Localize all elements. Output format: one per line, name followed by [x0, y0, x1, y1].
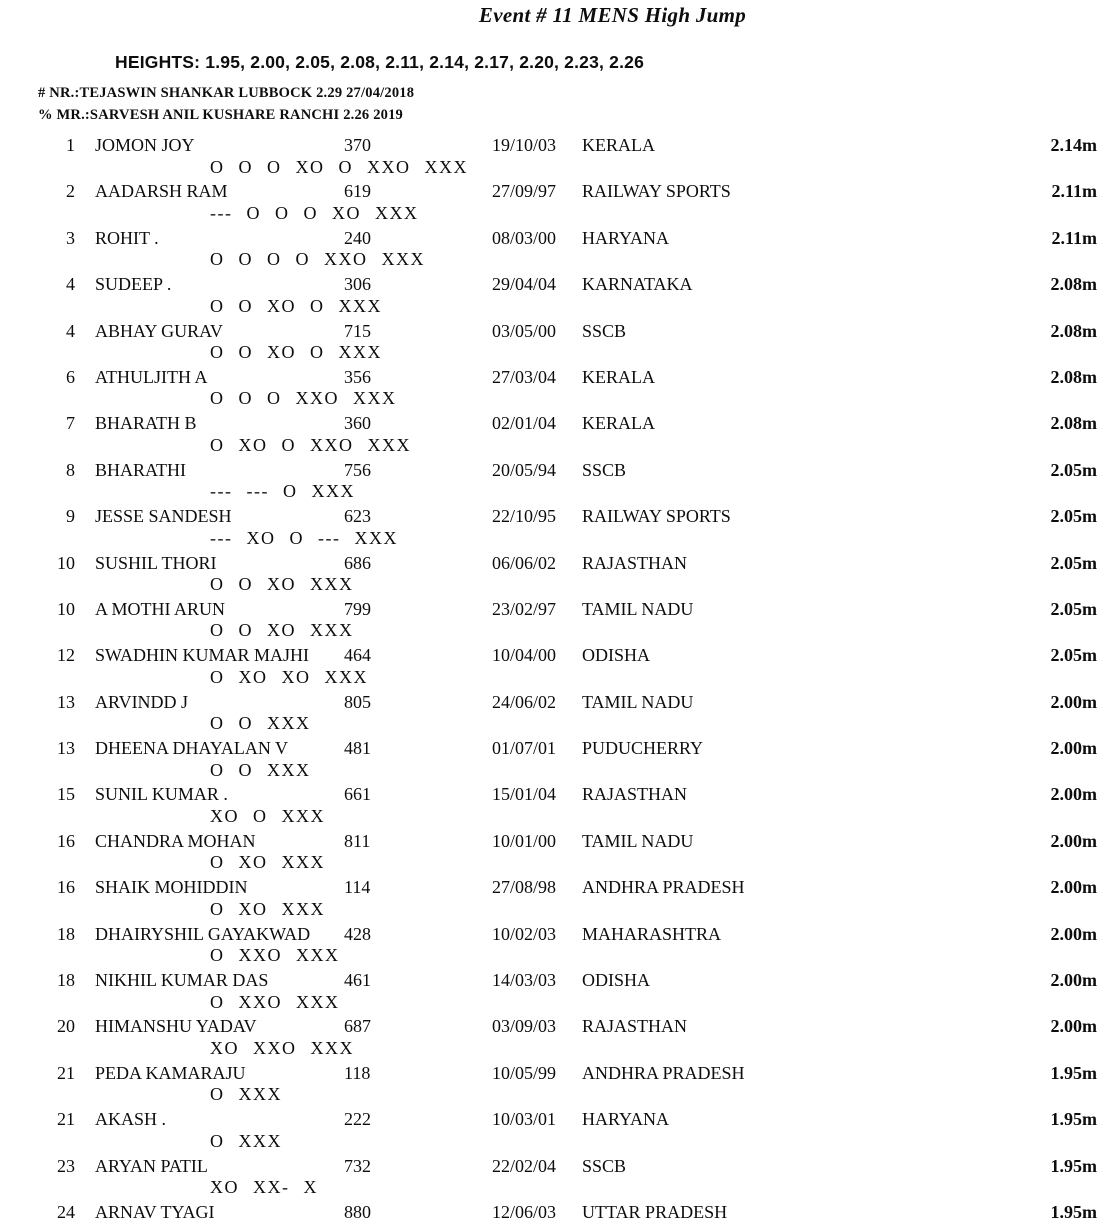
date-of-birth: 14/03/03: [492, 970, 557, 991]
attempt-series: O XO O XXO XXX: [210, 434, 411, 455]
rank: 10: [57, 552, 75, 573]
team-name: RAJASTHAN: [582, 784, 688, 805]
bib-number: 623: [344, 506, 371, 527]
heights-progression: HEIGHTS: 1.95, 2.00, 2.05, 2.08, 2.11, 2.14, 2.17, 2.20, 2.23, 2.26: [115, 52, 645, 72]
best-mark: 2.00m: [1050, 923, 1097, 944]
best-mark: 2.00m: [1050, 1016, 1097, 1037]
result-row: [0, 737, 1115, 783]
team-name: HARYANA: [582, 227, 670, 248]
athlete-name: AKASH .: [95, 1109, 167, 1130]
athlete-name: JESSE SANDESH: [95, 506, 232, 527]
bib-number: 805: [344, 691, 371, 712]
bib-number: 715: [344, 320, 371, 341]
rank: 20: [57, 1016, 75, 1037]
bib-number: 306: [344, 274, 371, 295]
attempt-series: XO XX- X: [210, 1177, 318, 1198]
team-name: ANDHRA PRADESH: [582, 877, 745, 898]
attempt-series: O XXX: [210, 1084, 282, 1105]
result-row: [0, 923, 1115, 969]
date-of-birth: 22/10/95: [492, 506, 557, 527]
team-name: MAHARASHTRA: [582, 923, 722, 944]
bib-number: 370: [344, 135, 371, 155]
attempt-series: O XXO XXX: [210, 945, 340, 966]
result-row: [0, 366, 1115, 412]
bib-number: 799: [344, 598, 371, 619]
team-name: RAILWAY SPORTS: [582, 181, 731, 202]
date-of-birth: 01/07/01: [492, 738, 557, 759]
rank: 4: [66, 274, 75, 295]
result-row: [0, 1155, 1115, 1201]
best-mark: 2.05m: [1050, 598, 1097, 619]
team-name: ODISHA: [582, 970, 651, 991]
attempt-series: O O XO XXX: [210, 574, 354, 595]
bib-number: 811: [344, 830, 371, 851]
rank: 4: [66, 320, 75, 341]
attempt-series: O O O XXO XXX: [210, 388, 397, 409]
attempt-series: O O XO O XXX: [210, 295, 382, 316]
meet-record-line: % MR.:SARVESH ANIL KUSHARE RANCHI 2.26 2019: [38, 107, 403, 123]
attempt-series: O O O O XXO XXX: [210, 249, 425, 270]
athlete-name: BHARATHI: [95, 459, 187, 480]
date-of-birth: 27/03/04: [492, 366, 557, 387]
bib-number: 360: [344, 413, 371, 434]
athlete-name: JOMON JOY: [95, 135, 195, 155]
date-of-birth: 27/08/98: [492, 877, 557, 898]
athlete-name: AADARSH RAM: [95, 181, 228, 202]
team-name: KARNATAKA: [582, 274, 693, 295]
result-row: [0, 1015, 1115, 1061]
team-name: UTTAR PRADESH: [582, 1201, 728, 1220]
bib-number: 619: [344, 181, 371, 202]
attempt-series: O XO XO XXX: [210, 666, 368, 687]
best-mark: 2.08m: [1050, 366, 1097, 387]
athlete-name: NIKHIL KUMAR DAS: [95, 970, 269, 991]
attempt-series: O O XXX: [210, 759, 311, 780]
best-mark: 2.05m: [1050, 552, 1097, 573]
result-row: [0, 227, 1115, 273]
team-name: ANDHRA PRADESH: [582, 1062, 745, 1083]
team-name: RAJASTHAN: [582, 552, 688, 573]
best-mark: 2.05m: [1050, 645, 1097, 666]
best-mark: 2.08m: [1050, 320, 1097, 341]
team-name: TAMIL NADU: [582, 691, 694, 712]
date-of-birth: 10/05/99: [492, 1062, 557, 1083]
rank: 15: [57, 784, 75, 805]
attempt-series: O XO XXX: [210, 852, 325, 873]
result-row: [0, 876, 1115, 922]
best-mark: 2.14m: [1050, 135, 1097, 155]
rank: 8: [66, 459, 75, 480]
team-name: HARYANA: [582, 1109, 670, 1130]
rank: 6: [66, 366, 75, 387]
rank: 16: [57, 830, 75, 851]
best-mark: 2.00m: [1050, 877, 1097, 898]
result-row: [0, 320, 1115, 366]
rank: 18: [57, 970, 75, 991]
team-name: ODISHA: [582, 645, 651, 666]
date-of-birth: 02/01/04: [492, 413, 557, 434]
rank: 1: [66, 135, 75, 155]
date-of-birth: 10/02/03: [492, 923, 557, 944]
date-of-birth: 10/03/01: [492, 1109, 557, 1130]
result-row: [0, 644, 1115, 690]
date-of-birth: 20/05/94: [492, 459, 557, 480]
date-of-birth: 29/04/04: [492, 274, 557, 295]
team-name: KERALA: [582, 135, 655, 155]
bib-number: 464: [344, 645, 371, 666]
attempt-series: O O XO XXX: [210, 620, 354, 641]
result-row: [0, 969, 1115, 1015]
best-mark: 2.11m: [1051, 227, 1097, 248]
best-mark: 2.08m: [1050, 274, 1097, 295]
athlete-name: A MOTHI ARUN: [95, 598, 226, 619]
bib-number: 756: [344, 459, 371, 480]
date-of-birth: 03/05/00: [492, 320, 557, 341]
national-record-line: # NR.:TEJASWIN SHANKAR LUBBOCK 2.29 27/04/2018: [38, 85, 415, 101]
result-row: [0, 598, 1115, 644]
rank: 24: [57, 1201, 75, 1220]
athlete-name: HIMANSHU YADAV: [95, 1016, 257, 1037]
team-name: TAMIL NADU: [582, 598, 694, 619]
athlete-name: DHEENA DHAYALAN V: [95, 738, 289, 759]
attempt-series: O XXX: [210, 1130, 282, 1151]
date-of-birth: 27/09/97: [492, 181, 557, 202]
attempt-series: --- XO O --- XXX: [210, 527, 398, 548]
date-of-birth: 06/06/02: [492, 552, 557, 573]
best-mark: 2.00m: [1050, 691, 1097, 712]
team-name: TAMIL NADU: [582, 830, 694, 851]
best-mark: 2.11m: [1051, 181, 1097, 202]
bib-number: 686: [344, 552, 371, 573]
rank: 2: [66, 181, 75, 202]
team-name: RAJASTHAN: [582, 1016, 688, 1037]
team-name: KERALA: [582, 366, 655, 387]
attempt-series: O O O XO O XXO XXX: [210, 156, 468, 177]
best-mark: 2.00m: [1050, 784, 1097, 805]
date-of-birth: 23/02/97: [492, 598, 557, 619]
athlete-name: SUDEEP .: [95, 274, 172, 295]
date-of-birth: 03/09/03: [492, 1016, 557, 1037]
rank: 12: [57, 645, 75, 666]
rank: 9: [66, 506, 75, 527]
result-row: [0, 134, 1115, 180]
athlete-name: CHANDRA MOHAN: [95, 830, 256, 851]
best-mark: 1.95m: [1050, 1155, 1097, 1176]
date-of-birth: 19/10/03: [492, 135, 557, 155]
rank: 16: [57, 877, 75, 898]
event-title: Event # 11 MENS High Jump: [478, 3, 747, 27]
rank: 7: [66, 413, 75, 434]
team-name: PUDUCHERRY: [582, 738, 704, 759]
best-mark: 1.95m: [1050, 1109, 1097, 1130]
athlete-name: PEDA KAMARAJU: [95, 1062, 246, 1083]
rank: 13: [57, 691, 75, 712]
athlete-name: DHAIRYSHIL GAYAKWAD: [95, 923, 311, 944]
best-mark: 2.00m: [1050, 970, 1097, 991]
rank: 10: [57, 598, 75, 619]
athlete-name: ATHULJITH A: [95, 366, 208, 387]
team-name: SSCB: [582, 1155, 627, 1176]
attempt-series: O O XO O XXX: [210, 342, 382, 363]
result-row: [0, 1062, 1115, 1108]
athlete-name: SUSHIL THORI: [95, 552, 217, 573]
best-mark: 1.95m: [1050, 1201, 1097, 1220]
bib-number: 687: [344, 1016, 371, 1037]
rank: 13: [57, 738, 75, 759]
result-row: [0, 830, 1115, 876]
team-name: RAILWAY SPORTS: [582, 506, 731, 527]
team-name: SSCB: [582, 459, 627, 480]
result-row: [0, 505, 1115, 551]
result-row: [0, 459, 1115, 505]
result-row: [0, 1201, 1115, 1220]
athlete-name: ARVINDD J: [95, 691, 189, 712]
rank: 21: [57, 1109, 75, 1130]
rank: 3: [66, 227, 75, 248]
attempt-series: XO XXO XXX: [210, 1037, 354, 1058]
result-row: [0, 180, 1115, 226]
attempt-series: XO O XXX: [210, 805, 325, 826]
result-row: [0, 783, 1115, 829]
best-mark: 1.95m: [1050, 1062, 1097, 1083]
bib-number: 356: [344, 366, 371, 387]
result-row: [0, 412, 1115, 458]
date-of-birth: 15/01/04: [492, 784, 557, 805]
athlete-name: ABHAY GURAV: [95, 320, 223, 341]
bib-number: 880: [344, 1201, 371, 1220]
rank: 23: [57, 1155, 75, 1176]
rank: 21: [57, 1062, 75, 1083]
date-of-birth: 10/01/00: [492, 830, 557, 851]
bib-number: 114: [344, 877, 371, 898]
attempt-series: O O XXX: [210, 713, 311, 734]
rank: 18: [57, 923, 75, 944]
bib-number: 222: [344, 1109, 371, 1130]
bib-number: 428: [344, 923, 371, 944]
best-mark: 2.05m: [1050, 459, 1097, 480]
date-of-birth: 08/03/00: [492, 227, 557, 248]
bib-number: 481: [344, 738, 371, 759]
date-of-birth: 12/06/03: [492, 1201, 557, 1220]
bib-number: 661: [344, 784, 371, 805]
athlete-name: SWADHIN KUMAR MAJHI: [95, 645, 310, 666]
attempt-series: O XXO XXX: [210, 991, 340, 1012]
bib-number: 732: [344, 1155, 371, 1176]
best-mark: 2.00m: [1050, 830, 1097, 851]
attempt-series: O XO XXX: [210, 898, 325, 919]
attempt-series: --- O O O XO XXX: [210, 202, 419, 223]
athlete-name: ARNAV TYAGI: [95, 1201, 215, 1220]
result-row: [0, 1108, 1115, 1154]
attempt-series: --- --- O XXX: [210, 481, 355, 502]
team-name: KERALA: [582, 413, 655, 434]
result-row: [0, 691, 1115, 737]
bib-number: 118: [344, 1062, 371, 1083]
date-of-birth: 10/04/00: [492, 645, 557, 666]
best-mark: 2.05m: [1050, 506, 1097, 527]
team-name: SSCB: [582, 320, 627, 341]
result-row: [0, 552, 1115, 598]
best-mark: 2.00m: [1050, 738, 1097, 759]
athlete-name: SHAIK MOHIDDIN: [95, 877, 248, 898]
best-mark: 2.08m: [1050, 413, 1097, 434]
date-of-birth: 22/02/04: [492, 1155, 557, 1176]
athlete-name: SUNIL KUMAR .: [95, 784, 228, 805]
date-of-birth: 24/06/02: [492, 691, 557, 712]
bib-number: 461: [344, 970, 371, 991]
athlete-name: ARYAN PATIL: [95, 1155, 208, 1176]
result-row: [0, 273, 1115, 319]
bib-number: 240: [344, 227, 371, 248]
athlete-name: ROHIT .: [95, 227, 159, 248]
results-list: [0, 134, 1115, 1220]
athlete-name: BHARATH B: [95, 413, 197, 434]
